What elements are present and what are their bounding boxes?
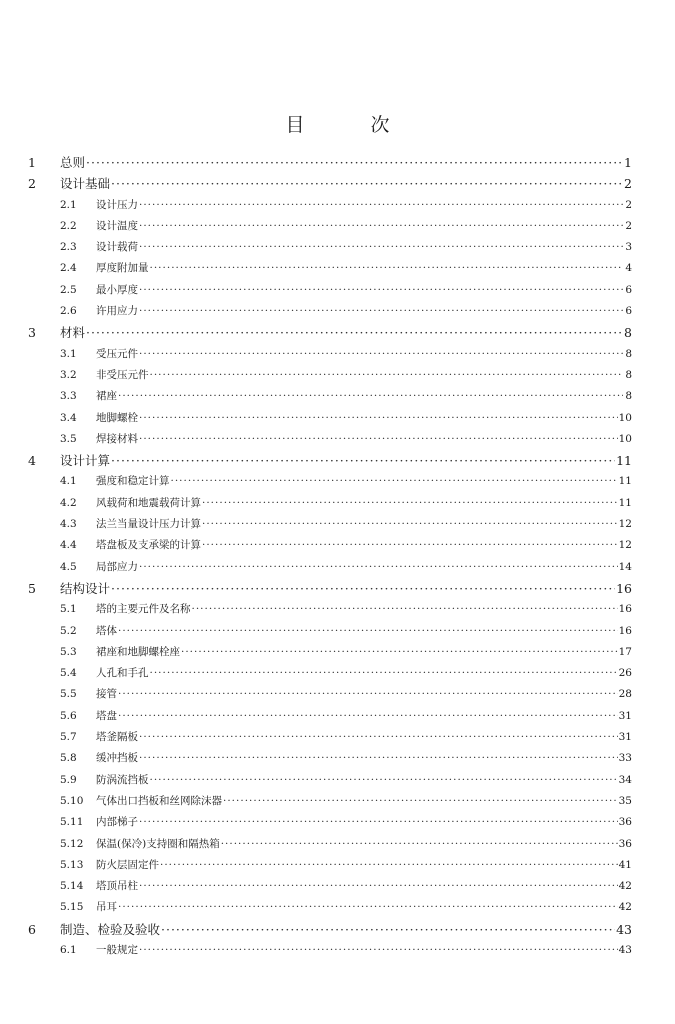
entry-number: 6 — [28, 921, 36, 937]
entry-title: 裙座和地脚螺栓座 — [96, 645, 180, 658]
entry-number: 4.1 — [60, 475, 77, 488]
dot-leader — [118, 621, 618, 642]
dot-leader — [139, 195, 623, 216]
entry-page-number: 16 — [618, 603, 632, 616]
toc-section-entry — [28, 748, 632, 769]
entry-title: 塔盘 — [96, 709, 117, 722]
entry-title: 设计载荷 — [96, 241, 138, 254]
entry-number: 3.1 — [60, 347, 77, 360]
toc-section-entry — [28, 770, 632, 791]
entry-page-number: 36 — [618, 816, 632, 829]
page-title: 目 次 — [285, 114, 420, 136]
entry-number: 5.7 — [60, 731, 77, 744]
entry-title: 塔盘板及支承梁的计算 — [96, 539, 201, 552]
entry-title: 保温(保冷)支持圈和隔热箱 — [96, 837, 220, 850]
toc-section-entry — [28, 365, 632, 386]
entry-page-number: 10 — [618, 432, 632, 445]
entry-title: 裙座 — [96, 390, 117, 403]
entry-title: 非受压元件 — [96, 368, 149, 381]
entry-number: 2.6 — [60, 305, 77, 318]
dot-leader — [139, 748, 618, 769]
dot-leader — [202, 514, 618, 535]
entry-number: 2.4 — [60, 262, 77, 275]
entry-number: 6.1 — [60, 943, 77, 956]
entry-page-number: 2 — [625, 219, 632, 232]
entry-page-number: 8 — [624, 325, 632, 341]
toc-section-entry — [28, 897, 632, 918]
entry-number: 2.1 — [60, 198, 77, 211]
toc-section-entry — [28, 834, 632, 855]
entry-title: 设计基础 — [60, 176, 111, 192]
entry-page-number: 33 — [618, 752, 632, 765]
entry-title: 制造、检验及验收 — [60, 921, 161, 937]
entry-title: 最小厚度 — [96, 283, 138, 296]
entry-number: 5.4 — [60, 667, 77, 680]
dot-leader — [139, 280, 623, 301]
entry-number: 3.4 — [60, 411, 77, 424]
toc-chapter-entry — [28, 152, 632, 173]
entry-number: 5.10 — [60, 794, 84, 807]
entry-page-number: 6 — [625, 305, 632, 318]
entry-title: 局部应力 — [96, 560, 138, 573]
entry-number: 4.2 — [60, 496, 77, 509]
dot-leader — [161, 919, 615, 940]
dot-leader — [223, 791, 618, 812]
toc-section-entry — [28, 386, 632, 407]
dot-leader — [139, 876, 618, 897]
toc-section-entry — [28, 301, 632, 322]
entry-number: 4.4 — [60, 539, 77, 552]
entry-title: 地脚螺栓 — [96, 411, 138, 424]
entry-number: 3.5 — [60, 432, 77, 445]
dot-leader — [139, 557, 618, 578]
dot-leader — [202, 535, 618, 556]
entry-number: 5.1 — [60, 603, 77, 616]
toc-chapter-entry — [28, 173, 632, 194]
entry-page-number: 36 — [618, 837, 632, 850]
toc-section-entry — [28, 237, 632, 258]
entry-number: 3 — [28, 325, 36, 341]
entry-page-number: 11 — [616, 453, 632, 469]
dot-leader — [139, 344, 623, 365]
entry-number: 5.6 — [60, 709, 77, 722]
dot-leader — [171, 471, 618, 492]
dot-leader — [139, 727, 618, 748]
entry-title: 焊接材料 — [96, 432, 138, 445]
toc-section-entry — [28, 429, 632, 450]
toc-section-entry — [28, 706, 632, 727]
entry-title: 缓冲挡板 — [96, 752, 138, 765]
toc-section-entry — [28, 599, 632, 620]
entry-title: 许用应力 — [96, 305, 138, 318]
dot-leader — [111, 450, 615, 471]
entry-title: 总则 — [60, 155, 86, 170]
entry-title: 设计计算 — [60, 453, 111, 469]
entry-number: 4.5 — [60, 560, 77, 573]
entry-page-number: 16 — [616, 580, 632, 596]
toc-chapter-entry — [28, 322, 632, 343]
entry-number: 5.2 — [60, 624, 77, 637]
toc-section-entry — [28, 684, 632, 705]
entry-title: 法兰当量设计压力计算 — [96, 518, 201, 531]
entry-page-number: 2 — [625, 198, 632, 211]
dot-leader — [139, 237, 623, 258]
dot-leader — [150, 663, 618, 684]
entry-page-number: 16 — [618, 624, 632, 637]
entry-number: 2 — [28, 176, 36, 192]
entry-page-number: 42 — [618, 880, 632, 893]
entry-title: 结构设计 — [60, 580, 111, 596]
entry-page-number: 26 — [618, 667, 632, 680]
toc-section-entry — [28, 216, 632, 237]
entry-number: 2.5 — [60, 283, 77, 296]
toc-section-entry — [28, 408, 632, 429]
entry-title: 厚度附加量 — [96, 262, 149, 275]
entry-title: 气体出口挡板和丝网除沫器 — [96, 794, 222, 807]
dot-leader — [150, 770, 618, 791]
entry-title: 强度和稳定计算 — [96, 475, 170, 488]
entry-number: 3.2 — [60, 368, 77, 381]
toc-section-entry — [28, 493, 632, 514]
entry-page-number: 11 — [618, 475, 632, 488]
dot-leader — [118, 706, 618, 727]
toc-section-entry — [28, 855, 632, 876]
entry-title: 一般规定 — [96, 943, 138, 956]
entry-page-number: 31 — [618, 731, 632, 744]
entry-number: 4.3 — [60, 518, 77, 531]
entry-page-number: 4 — [625, 262, 632, 275]
dot-leader — [139, 812, 618, 833]
dot-leader — [160, 855, 618, 876]
entry-page-number: 1 — [624, 155, 632, 170]
dot-leader — [139, 940, 618, 961]
entry-number: 5.3 — [60, 645, 77, 658]
entry-page-number: 42 — [618, 901, 632, 914]
entry-number: 2.3 — [60, 241, 77, 254]
dot-leader — [139, 429, 618, 450]
dot-leader — [139, 408, 618, 429]
entry-page-number: 10 — [618, 411, 632, 424]
toc-section-entry — [28, 280, 632, 301]
toc-section-entry — [28, 940, 632, 961]
entry-number: 5.5 — [60, 688, 77, 701]
entry-page-number: 35 — [618, 794, 632, 807]
entry-title: 接管 — [96, 688, 117, 701]
entry-page-number: 28 — [618, 688, 632, 701]
entry-page-number: 14 — [618, 560, 632, 573]
dot-leader — [111, 173, 623, 194]
dot-leader — [118, 386, 623, 407]
entry-title: 人孔和手孔 — [96, 667, 149, 680]
dot-leader — [192, 599, 618, 620]
entry-page-number: 8 — [625, 390, 632, 403]
toc-section-entry — [28, 812, 632, 833]
toc-section-entry — [28, 514, 632, 535]
entry-page-number: 43 — [618, 943, 632, 956]
entry-number: 5 — [28, 580, 36, 596]
entry-title: 塔体 — [96, 624, 117, 637]
entry-number: 3.3 — [60, 390, 77, 403]
toc-section-entry — [28, 642, 632, 663]
entry-number: 5.12 — [60, 837, 84, 850]
entry-number: 4 — [28, 453, 36, 469]
dot-leader — [221, 834, 618, 855]
toc-section-entry — [28, 876, 632, 897]
entry-page-number: 8 — [625, 347, 632, 360]
dot-leader — [86, 322, 623, 343]
dot-leader — [150, 258, 624, 279]
entry-number: 5.13 — [60, 858, 84, 871]
entry-number: 5.15 — [60, 901, 84, 914]
toc-section-entry — [28, 258, 632, 279]
entry-number: 2.2 — [60, 219, 77, 232]
toc-section-entry — [28, 791, 632, 812]
entry-page-number: 31 — [618, 709, 632, 722]
entry-title: 塔顶吊柱 — [96, 880, 138, 893]
toc-section-entry — [28, 471, 632, 492]
dot-leader — [111, 578, 615, 599]
entry-page-number: 8 — [625, 368, 632, 381]
toc-section-entry — [28, 557, 632, 578]
entry-title: 受压元件 — [96, 347, 138, 360]
entry-page-number: 12 — [618, 539, 632, 552]
entry-page-number: 41 — [618, 858, 632, 871]
dot-leader — [139, 301, 623, 322]
entry-page-number: 12 — [618, 518, 632, 531]
dot-leader — [202, 493, 618, 514]
entry-title: 防涡流挡板 — [96, 773, 149, 786]
entry-number: 1 — [28, 155, 36, 170]
dot-leader — [139, 216, 623, 237]
toc-chapter-entry — [28, 450, 632, 471]
dot-leader — [150, 365, 624, 386]
toc-chapter-entry — [28, 578, 632, 599]
entry-title: 设计温度 — [96, 219, 138, 232]
toc-section-entry — [28, 195, 632, 216]
entry-page-number: 6 — [625, 283, 632, 296]
table-of-contents — [28, 152, 632, 961]
entry-title: 设计压力 — [96, 198, 138, 211]
entry-number: 5.14 — [60, 880, 84, 893]
toc-section-entry — [28, 535, 632, 556]
dot-leader — [118, 897, 618, 918]
dot-leader — [118, 684, 618, 705]
entry-page-number: 11 — [618, 496, 632, 509]
toc-chapter-entry — [28, 919, 632, 940]
toc-section-entry — [28, 621, 632, 642]
entry-page-number: 2 — [624, 176, 632, 192]
toc-section-entry — [28, 663, 632, 684]
entry-title: 防火层固定件 — [96, 858, 159, 871]
entry-title: 内部梯子 — [96, 816, 138, 829]
entry-page-number: 43 — [616, 921, 632, 937]
entry-page-number: 3 — [625, 241, 632, 254]
entry-page-number: 34 — [618, 773, 632, 786]
dot-leader — [86, 152, 623, 173]
entry-title: 吊耳 — [96, 901, 117, 914]
entry-title: 塔釜隔板 — [96, 731, 138, 744]
entry-page-number: 17 — [618, 645, 632, 658]
entry-number: 5.11 — [60, 816, 84, 829]
entry-title: 风载荷和地震载荷计算 — [96, 496, 201, 509]
entry-number: 5.8 — [60, 752, 77, 765]
entry-title: 塔的主要元件及名称 — [96, 603, 191, 616]
toc-section-entry — [28, 727, 632, 748]
entry-number: 5.9 — [60, 773, 77, 786]
entry-title: 材料 — [60, 325, 86, 341]
dot-leader — [181, 642, 618, 663]
toc-section-entry — [28, 344, 632, 365]
